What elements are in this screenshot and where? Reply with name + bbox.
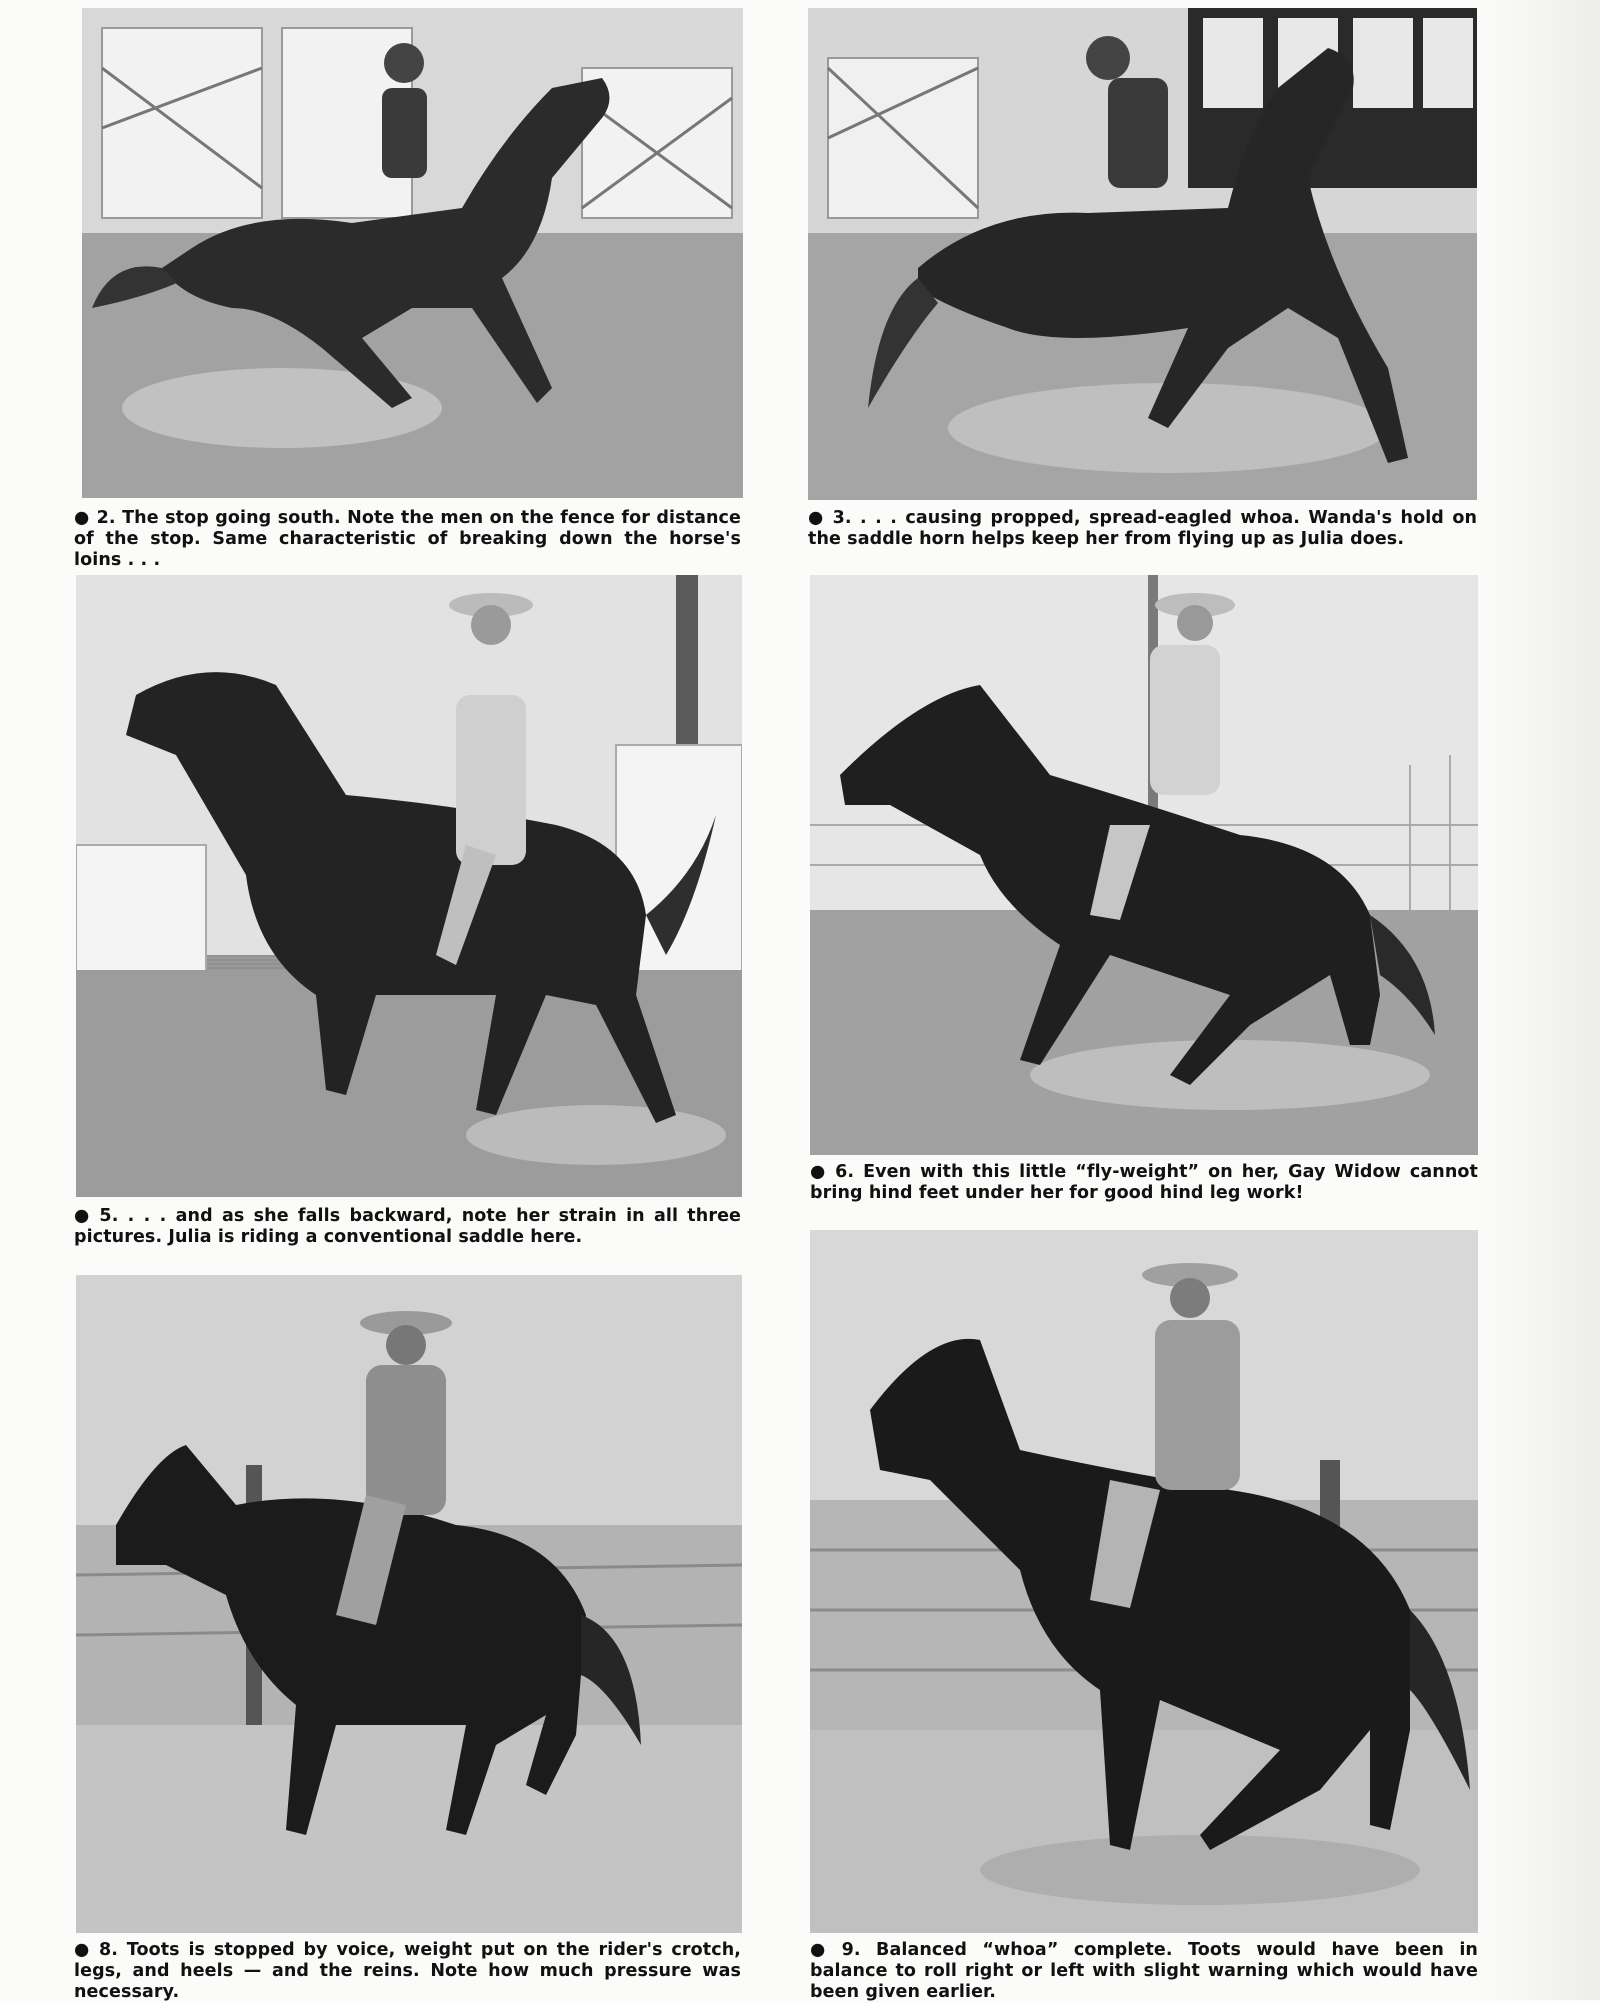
bullet-icon: ● — [74, 508, 90, 528]
page-edge-shadow — [1480, 0, 1600, 2000]
caption-3 — [808, 508, 1477, 550]
caption-8 — [74, 1940, 741, 2003]
caption-2 — [74, 508, 741, 571]
caption-6 — [810, 1162, 1478, 1204]
caption-3-text: 3. . . . causing propped, spread-eagled whoa. Wanda's hold on the saddle horn helps keep her from flying up as Julia does. — [808, 508, 1477, 549]
caption-9-text: 9. Balanced “whoa” complete. Toots would have been in balance to roll right or left with slight warning which would have been given earlier. — [810, 1940, 1478, 2002]
caption-6-text: 6. Even with this little “fly-weight” on her, Gay Widow cannot bring hind feet under her for good hind leg work! — [810, 1162, 1478, 1203]
caption-5-text: 5. . . . and as she falls backward, note her strain in all three pictures. Julia is riding a conventional saddle here. — [74, 1206, 742, 1247]
caption-8-text: 8. Toots is stopped by voice, weight put on the rider's crotch, legs, and heels — and the reins. Note how much pressure was necessary. — [74, 1940, 741, 2002]
photo-9-balanced-whoa — [810, 1230, 1478, 1933]
bullet-icon: ● — [74, 1940, 92, 1960]
photo-3-spread-eagled-whoa — [808, 8, 1477, 500]
bullet-icon: ● — [808, 508, 826, 528]
bullet-icon: ● — [810, 1162, 829, 1182]
caption-5 — [74, 1206, 741, 1248]
bullet-icon: ● — [74, 1206, 93, 1226]
bullet-icon: ● — [810, 1940, 835, 1960]
photo-6-fly-weight — [810, 575, 1478, 1155]
photo-2-stop-going-south — [82, 8, 743, 498]
photo-5-falls-backward — [76, 575, 742, 1197]
caption-2-text: 2. The stop going south. Note the men on the fence for distance of the stop. Same characteristic of breaking down the horse's loins . . . — [74, 508, 741, 570]
photo-8-stopped-by-voice — [76, 1275, 742, 1933]
caption-9 — [810, 1940, 1478, 2003]
